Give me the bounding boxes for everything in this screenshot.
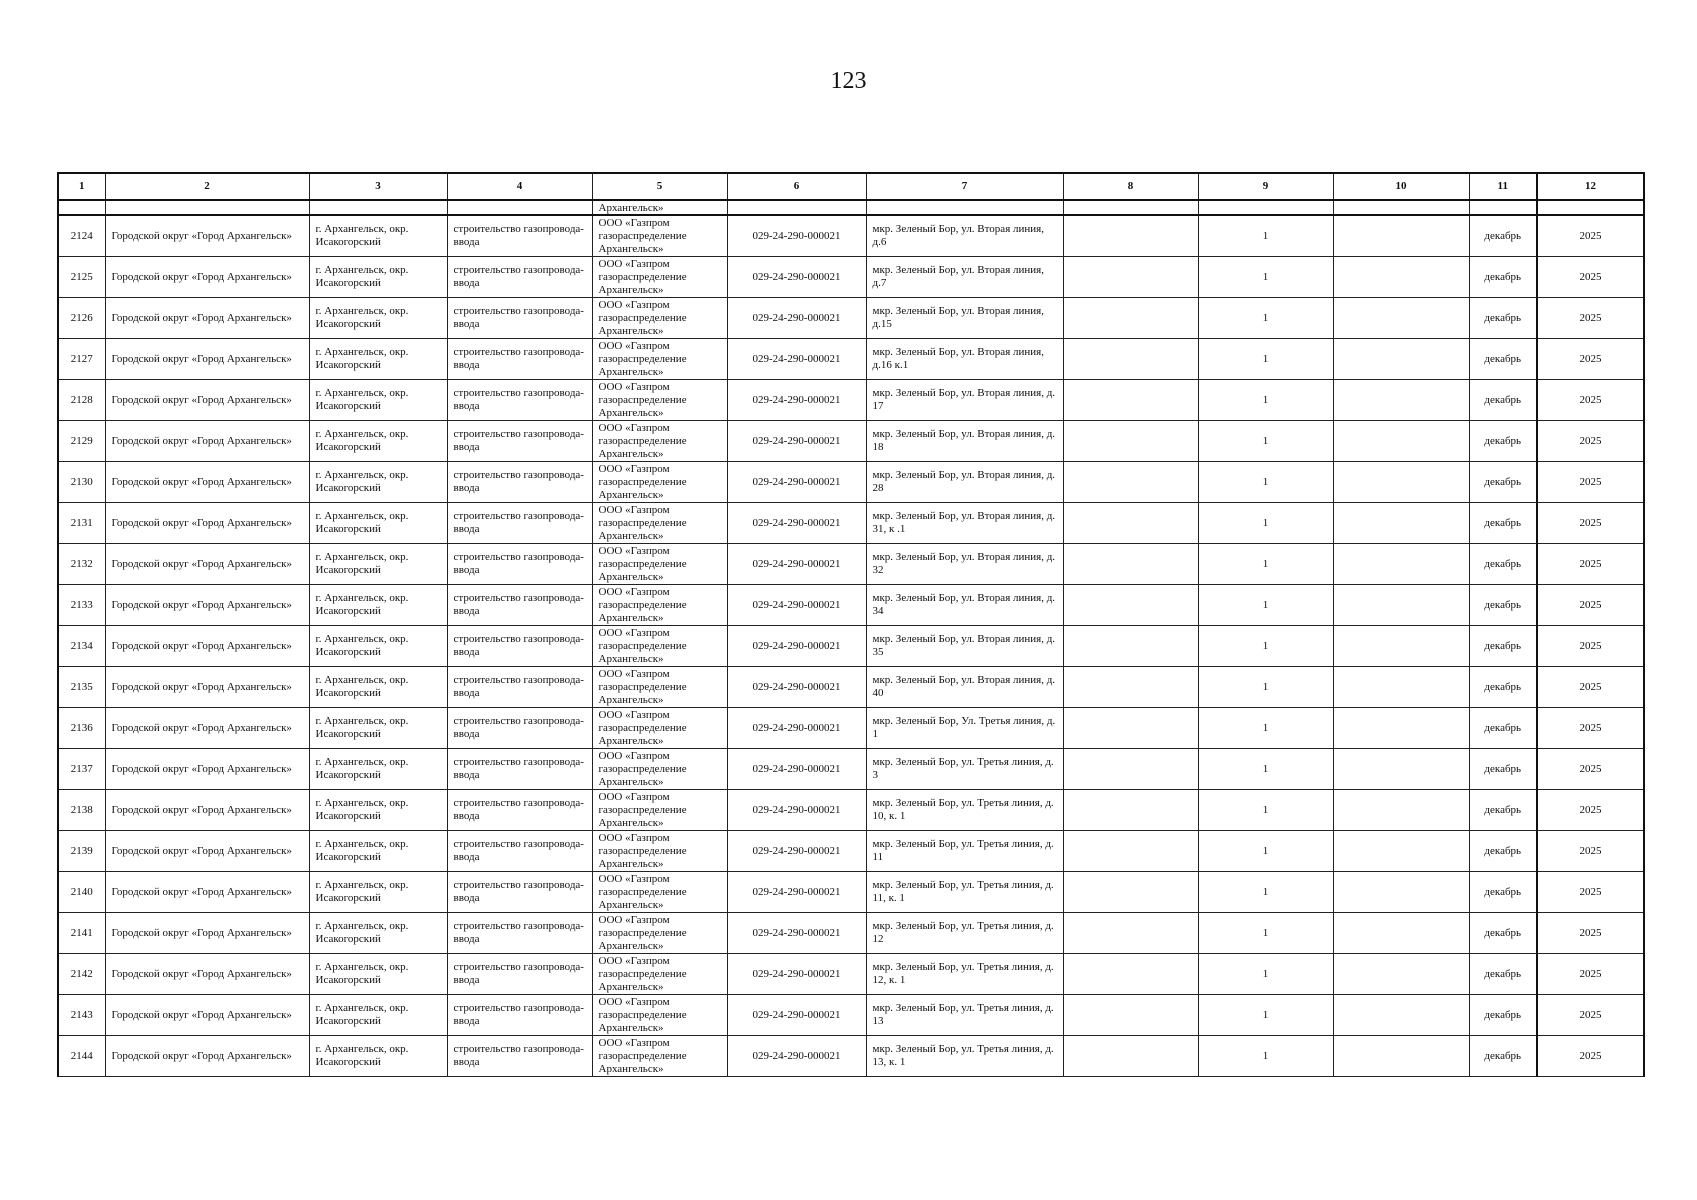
work-type-cell: строительство газопровода-ввода <box>447 831 592 872</box>
row-number: 2143 <box>58 995 105 1036</box>
address-cell: мкр. Зеленый Бор, ул. Вторая линия, д. 34 <box>866 585 1063 626</box>
locality-cell: г. Архангельск, окр. Исакогорский <box>309 831 447 872</box>
work-type-cell: строительство газопровода-ввода <box>447 215 592 257</box>
district-cell: Городской округ «Город Архангельск» <box>105 831 309 872</box>
column-10-cell <box>1333 380 1469 421</box>
work-type-cell: строительство газопровода-ввода <box>447 790 592 831</box>
column-header-12: 12 <box>1537 173 1644 200</box>
work-type-cell: строительство газопровода-ввода <box>447 585 592 626</box>
code-cell: 029-24-290-000021 <box>727 708 866 749</box>
table-header-row <box>58 173 1644 200</box>
address-cell: мкр. Зеленый Бор, ул. Вторая линия, д. 17 <box>866 380 1063 421</box>
table-row <box>58 298 1644 339</box>
column-10-cell <box>1333 667 1469 708</box>
year-cell: 2025 <box>1537 215 1644 257</box>
quantity-cell: 1 <box>1198 995 1333 1036</box>
address-cell: мкр. Зеленый Бор, Ул. Третья линия, д. 1 <box>866 708 1063 749</box>
column-header-10: 10 <box>1333 173 1469 200</box>
year-cell: 2025 <box>1537 421 1644 462</box>
district-cell: Городской округ «Город Архангельск» <box>105 339 309 380</box>
quantity-cell: 1 <box>1198 831 1333 872</box>
column-10-cell <box>1333 708 1469 749</box>
owner-cell: ООО «Газпром газораспределение Архангельск» <box>592 339 727 380</box>
column-8-cell <box>1063 708 1198 749</box>
locality-cell: г. Архангельск, окр. Исакогорский <box>309 667 447 708</box>
month-cell: декабрь <box>1469 913 1537 954</box>
column-header-7: 7 <box>866 173 1063 200</box>
column-8-cell <box>1063 585 1198 626</box>
column-10-cell <box>1333 421 1469 462</box>
district-cell: Городской округ «Город Архангельск» <box>105 708 309 749</box>
quantity-cell: 1 <box>1198 667 1333 708</box>
quantity-cell: 1 <box>1198 298 1333 339</box>
address-cell: мкр. Зеленый Бор, ул. Третья линия, д. 13, к. 1 <box>866 1036 1063 1077</box>
year-cell: 2025 <box>1537 626 1644 667</box>
address-cell: мкр. Зеленый Бор, ул. Вторая линия, д. 35 <box>866 626 1063 667</box>
locality-cell: г. Архангельск, окр. Исакогорский <box>309 995 447 1036</box>
year-cell: 2025 <box>1537 257 1644 298</box>
column-10-cell <box>1333 298 1469 339</box>
locality-cell: г. Архангельск, окр. Исакогорский <box>309 298 447 339</box>
locality-cell: г. Архангельск, окр. Исакогорский <box>309 421 447 462</box>
column-8-cell <box>1063 1036 1198 1077</box>
district-cell: Городской округ «Город Архангельск» <box>105 257 309 298</box>
row-number: 2124 <box>58 215 105 257</box>
address-cell: мкр. Зеленый Бор, ул. Вторая линия, д. 31, к .1 <box>866 503 1063 544</box>
column-8-cell <box>1063 380 1198 421</box>
quantity-cell: 1 <box>1198 585 1333 626</box>
row-number: 2129 <box>58 421 105 462</box>
column-header-8: 8 <box>1063 173 1198 200</box>
address-cell: мкр. Зеленый Бор, ул. Третья линия, д. 13 <box>866 995 1063 1036</box>
column-8-cell <box>1063 790 1198 831</box>
month-cell: декабрь <box>1469 995 1537 1036</box>
table-row <box>58 503 1644 544</box>
district-cell: Городской округ «Город Архангельск» <box>105 215 309 257</box>
column-10-cell <box>1333 215 1469 257</box>
column-header-9: 9 <box>1198 173 1333 200</box>
year-cell: 2025 <box>1537 298 1644 339</box>
owner-cell: ООО «Газпром газораспределение Архангельск» <box>592 749 727 790</box>
address-cell: мкр. Зеленый Бор, ул. Третья линия, д. 11 <box>866 831 1063 872</box>
column-8-cell <box>1063 339 1198 380</box>
district-cell: Городской округ «Город Архангельск» <box>105 667 309 708</box>
month-cell: декабрь <box>1469 954 1537 995</box>
address-cell: мкр. Зеленый Бор, ул. Третья линия, д. 3 <box>866 749 1063 790</box>
work-type-cell: строительство газопровода-ввода <box>447 872 592 913</box>
column-8-cell <box>1063 421 1198 462</box>
column-8-cell <box>1063 257 1198 298</box>
owner-cell: ООО «Газпром газораспределение Архангельск» <box>592 257 727 298</box>
locality-cell: г. Архангельск, окр. Исакогорский <box>309 708 447 749</box>
address-cell: мкр. Зеленый Бор, ул. Вторая линия, д.6 <box>866 215 1063 257</box>
address-cell: мкр. Зеленый Бор, ул. Вторая линия, д. 28 <box>866 462 1063 503</box>
address-cell: мкр. Зеленый Бор, ул. Третья линия, д. 10, к. 1 <box>866 790 1063 831</box>
page-number: 123 <box>830 68 867 94</box>
work-type-cell: строительство газопровода-ввода <box>447 954 592 995</box>
district-cell: Городской округ «Город Архангельск» <box>105 298 309 339</box>
month-cell: декабрь <box>1469 1036 1537 1077</box>
row-number: 2138 <box>58 790 105 831</box>
column-8-cell <box>1063 831 1198 872</box>
column-10-cell <box>1333 872 1469 913</box>
month-cell: декабрь <box>1469 462 1537 503</box>
month-cell: декабрь <box>1469 339 1537 380</box>
table-row <box>58 1036 1644 1077</box>
code-cell: 029-24-290-000021 <box>727 790 866 831</box>
code-cell: 029-24-290-000021 <box>727 421 866 462</box>
work-type-cell: строительство газопровода-ввода <box>447 462 592 503</box>
year-cell: 2025 <box>1537 872 1644 913</box>
month-cell: декабрь <box>1469 421 1537 462</box>
owner-cell: ООО «Газпром газораспределение Архангельск» <box>592 215 727 257</box>
code-cell: 029-24-290-000021 <box>727 462 866 503</box>
owner-cell: ООО «Газпром газораспределение Архангельск» <box>592 872 727 913</box>
row-number: 2134 <box>58 626 105 667</box>
locality-cell: г. Архангельск, окр. Исакогорский <box>309 339 447 380</box>
address-cell: мкр. Зеленый Бор, ул. Вторая линия, д.7 <box>866 257 1063 298</box>
quantity-cell: 1 <box>1198 913 1333 954</box>
table-row <box>58 954 1644 995</box>
code-cell: 029-24-290-000021 <box>727 995 866 1036</box>
column-header-4: 4 <box>447 173 592 200</box>
work-type-cell: строительство газопровода-ввода <box>447 913 592 954</box>
quantity-cell: 1 <box>1198 380 1333 421</box>
code-cell: 029-24-290-000021 <box>727 913 866 954</box>
work-type-cell: строительство газопровода-ввода <box>447 298 592 339</box>
work-type-cell: строительство газопровода-ввода <box>447 380 592 421</box>
month-cell: декабрь <box>1469 790 1537 831</box>
address-cell: мкр. Зеленый Бор, ул. Вторая линия, д.16 к.1 <box>866 339 1063 380</box>
table-row <box>58 215 1644 257</box>
row-number: 2133 <box>58 585 105 626</box>
code-cell: 029-24-290-000021 <box>727 215 866 257</box>
row-number: 2139 <box>58 831 105 872</box>
owner-cell: ООО «Газпром газораспределение Архангельск» <box>592 995 727 1036</box>
code-cell: 029-24-290-000021 <box>727 749 866 790</box>
work-type-cell: строительство газопровода-ввода <box>447 995 592 1036</box>
column-10-cell <box>1333 339 1469 380</box>
quantity-cell: 1 <box>1198 954 1333 995</box>
quantity-cell: 1 <box>1198 749 1333 790</box>
column-header-6: 6 <box>727 173 866 200</box>
month-cell: декабрь <box>1469 257 1537 298</box>
quantity-cell: 1 <box>1198 872 1333 913</box>
locality-cell: г. Архангельск, окр. Исакогорский <box>309 954 447 995</box>
year-cell: 2025 <box>1537 339 1644 380</box>
owner-cell: ООО «Газпром газораспределение Архангельск» <box>592 790 727 831</box>
quantity-cell: 1 <box>1198 503 1333 544</box>
continuation-row <box>58 200 1644 215</box>
owner-cell: ООО «Газпром газораспределение Архангельск» <box>592 544 727 585</box>
month-cell: декабрь <box>1469 749 1537 790</box>
quantity-cell: 1 <box>1198 1036 1333 1077</box>
owner-cell: ООО «Газпром газораспределение Архангельск» <box>592 503 727 544</box>
year-cell: 2025 <box>1537 913 1644 954</box>
owner-cell: ООО «Газпром газораспределение Архангельск» <box>592 626 727 667</box>
row-number: 2130 <box>58 462 105 503</box>
month-cell: декабрь <box>1469 215 1537 257</box>
locality-cell: г. Архангельск, окр. Исакогорский <box>309 544 447 585</box>
column-8-cell <box>1063 995 1198 1036</box>
code-cell: 029-24-290-000021 <box>727 503 866 544</box>
table-body <box>58 200 1644 1077</box>
owner-cell: ООО «Газпром газораспределение Архангельск» <box>592 954 727 995</box>
column-10-cell <box>1333 585 1469 626</box>
year-cell: 2025 <box>1537 749 1644 790</box>
table-row <box>58 380 1644 421</box>
month-cell: декабрь <box>1469 708 1537 749</box>
district-cell: Городской округ «Город Архангельск» <box>105 544 309 585</box>
owner-cell: ООО «Газпром газораспределение Архангельск» <box>592 380 727 421</box>
table-row <box>58 626 1644 667</box>
district-cell: Городской округ «Город Архангельск» <box>105 1036 309 1077</box>
row-number: 2136 <box>58 708 105 749</box>
code-cell: 029-24-290-000021 <box>727 585 866 626</box>
address-cell: мкр. Зеленый Бор, ул. Третья линия, д. 12, к. 1 <box>866 954 1063 995</box>
address-cell: мкр. Зеленый Бор, ул. Вторая линия, д. 32 <box>866 544 1063 585</box>
district-cell: Городской округ «Город Архангельск» <box>105 749 309 790</box>
column-8-cell <box>1063 215 1198 257</box>
row-number: 2128 <box>58 380 105 421</box>
column-10-cell <box>1333 257 1469 298</box>
column-10-cell <box>1333 790 1469 831</box>
row-number: 2127 <box>58 339 105 380</box>
continuation-text: Архангельск» <box>592 200 727 215</box>
address-cell: мкр. Зеленый Бор, ул. Вторая линия, д. 40 <box>866 667 1063 708</box>
table-row <box>58 421 1644 462</box>
column-header-3: 3 <box>309 173 447 200</box>
work-type-cell: строительство газопровода-ввода <box>447 1036 592 1077</box>
column-header-2: 2 <box>105 173 309 200</box>
district-cell: Городской округ «Город Архангельск» <box>105 954 309 995</box>
code-cell: 029-24-290-000021 <box>727 339 866 380</box>
row-number: 2126 <box>58 298 105 339</box>
year-cell: 2025 <box>1537 462 1644 503</box>
year-cell: 2025 <box>1537 995 1644 1036</box>
table-row <box>58 995 1644 1036</box>
column-10-cell <box>1333 544 1469 585</box>
column-8-cell <box>1063 503 1198 544</box>
quantity-cell: 1 <box>1198 421 1333 462</box>
district-cell: Городской округ «Город Архангельск» <box>105 995 309 1036</box>
quantity-cell: 1 <box>1198 626 1333 667</box>
year-cell: 2025 <box>1537 503 1644 544</box>
row-number: 2142 <box>58 954 105 995</box>
column-header-11: 11 <box>1469 173 1537 200</box>
column-8-cell <box>1063 913 1198 954</box>
row-number: 2131 <box>58 503 105 544</box>
table-row <box>58 585 1644 626</box>
month-cell: декабрь <box>1469 585 1537 626</box>
row-number: 2135 <box>58 667 105 708</box>
code-cell: 029-24-290-000021 <box>727 831 866 872</box>
column-8-cell <box>1063 749 1198 790</box>
owner-cell: ООО «Газпром газораспределение Архангельск» <box>592 913 727 954</box>
work-type-cell: строительство газопровода-ввода <box>447 626 592 667</box>
locality-cell: г. Архангельск, окр. Исакогорский <box>309 585 447 626</box>
owner-cell: ООО «Газпром газораспределение Архангельск» <box>592 585 727 626</box>
column-10-cell <box>1333 1036 1469 1077</box>
work-type-cell: строительство газопровода-ввода <box>447 544 592 585</box>
code-cell: 029-24-290-000021 <box>727 667 866 708</box>
data-table <box>57 172 1645 1077</box>
month-cell: декабрь <box>1469 298 1537 339</box>
owner-cell: ООО «Газпром газораспределение Архангельск» <box>592 708 727 749</box>
owner-cell: ООО «Газпром газораспределение Архангельск» <box>592 462 727 503</box>
row-number: 2132 <box>58 544 105 585</box>
table-row <box>58 708 1644 749</box>
month-cell: декабрь <box>1469 503 1537 544</box>
row-number: 2125 <box>58 257 105 298</box>
owner-cell: ООО «Газпром газораспределение Архангельск» <box>592 1036 727 1077</box>
owner-cell: ООО «Газпром газораспределение Архангельск» <box>592 421 727 462</box>
row-number: 2141 <box>58 913 105 954</box>
district-cell: Городской округ «Город Архангельск» <box>105 503 309 544</box>
locality-cell: г. Архангельск, окр. Исакогорский <box>309 626 447 667</box>
district-cell: Городской округ «Город Архангельск» <box>105 790 309 831</box>
code-cell: 029-24-290-000021 <box>727 626 866 667</box>
district-cell: Городской округ «Город Архангельск» <box>105 626 309 667</box>
quantity-cell: 1 <box>1198 215 1333 257</box>
address-cell: мкр. Зеленый Бор, ул. Вторая линия, д. 18 <box>866 421 1063 462</box>
locality-cell: г. Архангельск, окр. Исакогорский <box>309 913 447 954</box>
column-8-cell <box>1063 462 1198 503</box>
column-8-cell <box>1063 626 1198 667</box>
column-10-cell <box>1333 462 1469 503</box>
district-cell: Городской округ «Город Архангельск» <box>105 462 309 503</box>
district-cell: Городской округ «Город Архангельск» <box>105 380 309 421</box>
table-row <box>58 749 1644 790</box>
year-cell: 2025 <box>1537 585 1644 626</box>
address-cell: мкр. Зеленый Бор, ул. Вторая линия, д.15 <box>866 298 1063 339</box>
month-cell: декабрь <box>1469 872 1537 913</box>
year-cell: 2025 <box>1537 790 1644 831</box>
code-cell: 029-24-290-000021 <box>727 380 866 421</box>
year-cell: 2025 <box>1537 380 1644 421</box>
quantity-cell: 1 <box>1198 339 1333 380</box>
owner-cell: ООО «Газпром газораспределение Архангельск» <box>592 667 727 708</box>
table-row <box>58 831 1644 872</box>
owner-cell: ООО «Газпром газораспределение Архангельск» <box>592 298 727 339</box>
code-cell: 029-24-290-000021 <box>727 257 866 298</box>
month-cell: декабрь <box>1469 831 1537 872</box>
locality-cell: г. Архангельск, окр. Исакогорский <box>309 749 447 790</box>
row-number: 2140 <box>58 872 105 913</box>
work-type-cell: строительство газопровода-ввода <box>447 708 592 749</box>
month-cell: декабрь <box>1469 626 1537 667</box>
column-8-cell <box>1063 954 1198 995</box>
code-cell: 029-24-290-000021 <box>727 1036 866 1077</box>
work-type-cell: строительство газопровода-ввода <box>447 339 592 380</box>
table-row <box>58 462 1644 503</box>
table-row <box>58 667 1644 708</box>
code-cell: 029-24-290-000021 <box>727 298 866 339</box>
locality-cell: г. Архангельск, окр. Исакогорский <box>309 462 447 503</box>
table-row <box>58 257 1644 298</box>
column-8-cell <box>1063 544 1198 585</box>
column-10-cell <box>1333 954 1469 995</box>
district-cell: Городской округ «Город Архангельск» <box>105 421 309 462</box>
quantity-cell: 1 <box>1198 544 1333 585</box>
year-cell: 2025 <box>1537 667 1644 708</box>
table-row <box>58 872 1644 913</box>
locality-cell: г. Архангельск, окр. Исакогорский <box>309 503 447 544</box>
locality-cell: г. Архангельск, окр. Исакогорский <box>309 790 447 831</box>
table-row <box>58 913 1644 954</box>
code-cell: 029-24-290-000021 <box>727 872 866 913</box>
row-number: 2144 <box>58 1036 105 1077</box>
year-cell: 2025 <box>1537 954 1644 995</box>
column-10-cell <box>1333 995 1469 1036</box>
month-cell: декабрь <box>1469 667 1537 708</box>
column-10-cell <box>1333 749 1469 790</box>
district-cell: Городской округ «Город Архангельск» <box>105 913 309 954</box>
locality-cell: г. Архангельск, окр. Исакогорский <box>309 215 447 257</box>
column-10-cell <box>1333 503 1469 544</box>
month-cell: декабрь <box>1469 544 1537 585</box>
column-8-cell <box>1063 298 1198 339</box>
row-number: 2137 <box>58 749 105 790</box>
work-type-cell: строительство газопровода-ввода <box>447 421 592 462</box>
locality-cell: г. Архангельск, окр. Исакогорский <box>309 257 447 298</box>
locality-cell: г. Архангельск, окр. Исакогорский <box>309 872 447 913</box>
district-cell: Городской округ «Город Архангельск» <box>105 872 309 913</box>
year-cell: 2025 <box>1537 1036 1644 1077</box>
work-type-cell: строительство газопровода-ввода <box>447 667 592 708</box>
code-cell: 029-24-290-000021 <box>727 544 866 585</box>
table-row <box>58 790 1644 831</box>
locality-cell: г. Архангельск, окр. Исакогорский <box>309 1036 447 1077</box>
quantity-cell: 1 <box>1198 708 1333 749</box>
month-cell: декабрь <box>1469 380 1537 421</box>
table-row <box>58 339 1644 380</box>
column-header-1: 1 <box>58 173 105 200</box>
locality-cell: г. Архангельск, окр. Исакогорский <box>309 380 447 421</box>
address-cell: мкр. Зеленый Бор, ул. Третья линия, д. 11, к. 1 <box>866 872 1063 913</box>
table-row <box>58 544 1644 585</box>
work-type-cell: строительство газопровода-ввода <box>447 257 592 298</box>
quantity-cell: 1 <box>1198 790 1333 831</box>
district-cell: Городской округ «Город Архангельск» <box>105 585 309 626</box>
column-10-cell <box>1333 913 1469 954</box>
column-10-cell <box>1333 831 1469 872</box>
quantity-cell: 1 <box>1198 462 1333 503</box>
year-cell: 2025 <box>1537 708 1644 749</box>
code-cell: 029-24-290-000021 <box>727 954 866 995</box>
work-type-cell: строительство газопровода-ввода <box>447 749 592 790</box>
column-8-cell <box>1063 872 1198 913</box>
column-8-cell <box>1063 667 1198 708</box>
quantity-cell: 1 <box>1198 257 1333 298</box>
year-cell: 2025 <box>1537 831 1644 872</box>
owner-cell: ООО «Газпром газораспределение Архангельск» <box>592 831 727 872</box>
year-cell: 2025 <box>1537 544 1644 585</box>
column-header-5: 5 <box>592 173 727 200</box>
address-cell: мкр. Зеленый Бор, ул. Третья линия, д. 12 <box>866 913 1063 954</box>
column-10-cell <box>1333 626 1469 667</box>
work-type-cell: строительство газопровода-ввода <box>447 503 592 544</box>
